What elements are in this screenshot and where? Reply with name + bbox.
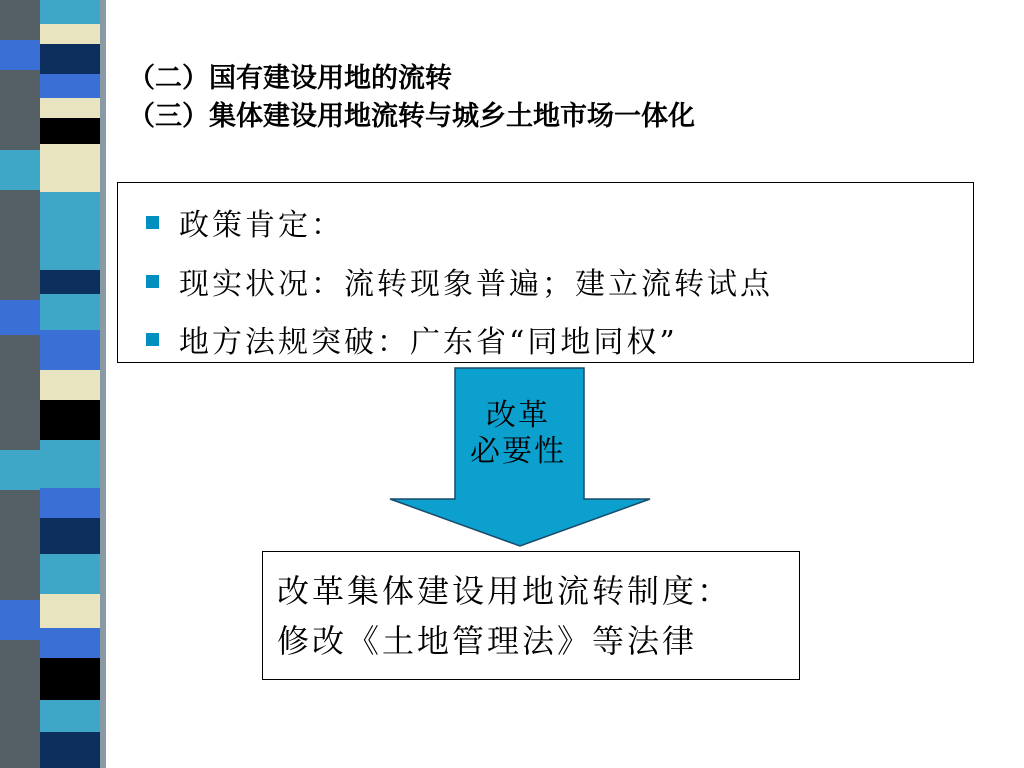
heading-line-2: （三）集体建设用地流转与城乡土地市场一体化 [128,101,695,132]
decorative-stripe [0,0,120,768]
conclusion-line-2: 修改《土地管理法》等法律 [277,622,698,660]
bullet-text: 地方法规突破：广东省“同地同权” [179,325,678,360]
conclusion-box [262,551,800,680]
bullet-text: 现实状况：流转现象普遍；建立流转试点 [179,267,773,302]
square-bullet-icon [146,275,159,288]
slide-headings [128,60,695,136]
arrow-label [455,398,581,470]
arrow-label-line-1: 改革 [486,398,550,433]
conclusion-line-1: 改革集体建设用地流转制度： [277,572,733,610]
bullet-item [146,200,344,244]
bullet-item [146,317,678,361]
square-bullet-icon [146,333,159,346]
status-box [117,182,974,363]
heading-line-1: （二）国有建设用地的流转 [128,63,452,94]
bullet-text: 政策肯定： [179,208,344,243]
bullet-item [146,259,773,303]
square-bullet-icon [146,216,159,229]
arrow-label-line-2: 必要性 [470,434,566,469]
